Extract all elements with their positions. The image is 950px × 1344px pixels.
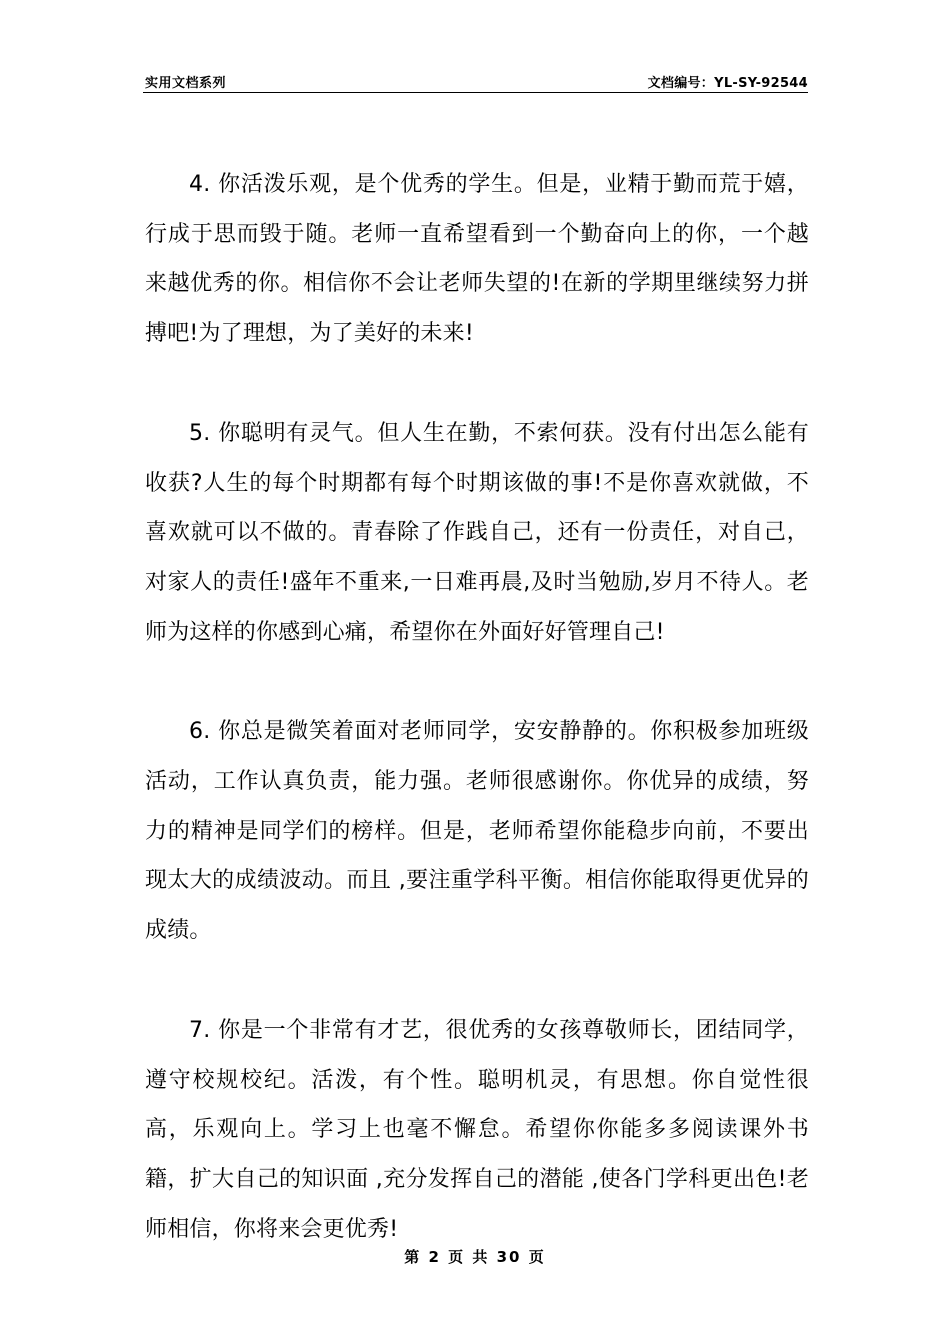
page-header — [143, 70, 808, 93]
document-number: 文档编号：YL-SY-92544 — [647, 76, 808, 91]
page-number-footer: 第 2 页 共 30 页 — [404, 1248, 546, 1266]
document-body — [145, 160, 809, 1304]
document-series-label: 实用文档系列 — [145, 76, 227, 91]
paragraph-6: 6. 你总是微笑着面对老师同学，安安静静的。你积极参加班级活动，工作认真负责，能力强。老师很感谢你。你优异的成绩，努力的精神是同学们的榜样。但是，老师希望你能稳步向前，不要出现太大的成绩波动。而且 ,要注重学科平衡。相信你能取得更优异的成绩。 — [145, 719, 809, 944]
paragraph-5: 5. 你聪明有灵气。但人生在勤，不索何获。没有付出怎么能有收获?人生的每个时期都有每个时期该做的事!不是你喜欢就做，不喜欢就可以不做的。青春除了作践自己，还有一份责任，对自己，对家人的责任!盛年不重来,一日难再晨,及时当勉励,岁月不待人。老师为这样的你感到心痛，希望你在外面好好管理自己! — [145, 420, 809, 645]
paragraph-7: 7. 你是一个非常有才艺，很优秀的女孩尊敬师长，团结同学，遵守校规校纪。活泼，有个性。聪明机灵，有思想。你自觉性很高，乐观向上。学习上也毫不懈怠。希望你你能多多阅读课外书籍，扩大自己的知识面 ,充分发挥自己的潜能 ,使各门学科更出色!老师相信，你将来会更优秀! — [145, 1017, 809, 1242]
paragraph-4: 4. 你活泼乐观，是个优秀的学生。但是，业精于勤而荒于嬉，行成于思而毁于随。老师一直希望看到一个勤奋向上的你，一个越来越优秀的你。相信你不会让老师失望的!在新的学期里继续努力拼搏吧!为了理想，为了美好的未来! — [145, 172, 809, 347]
